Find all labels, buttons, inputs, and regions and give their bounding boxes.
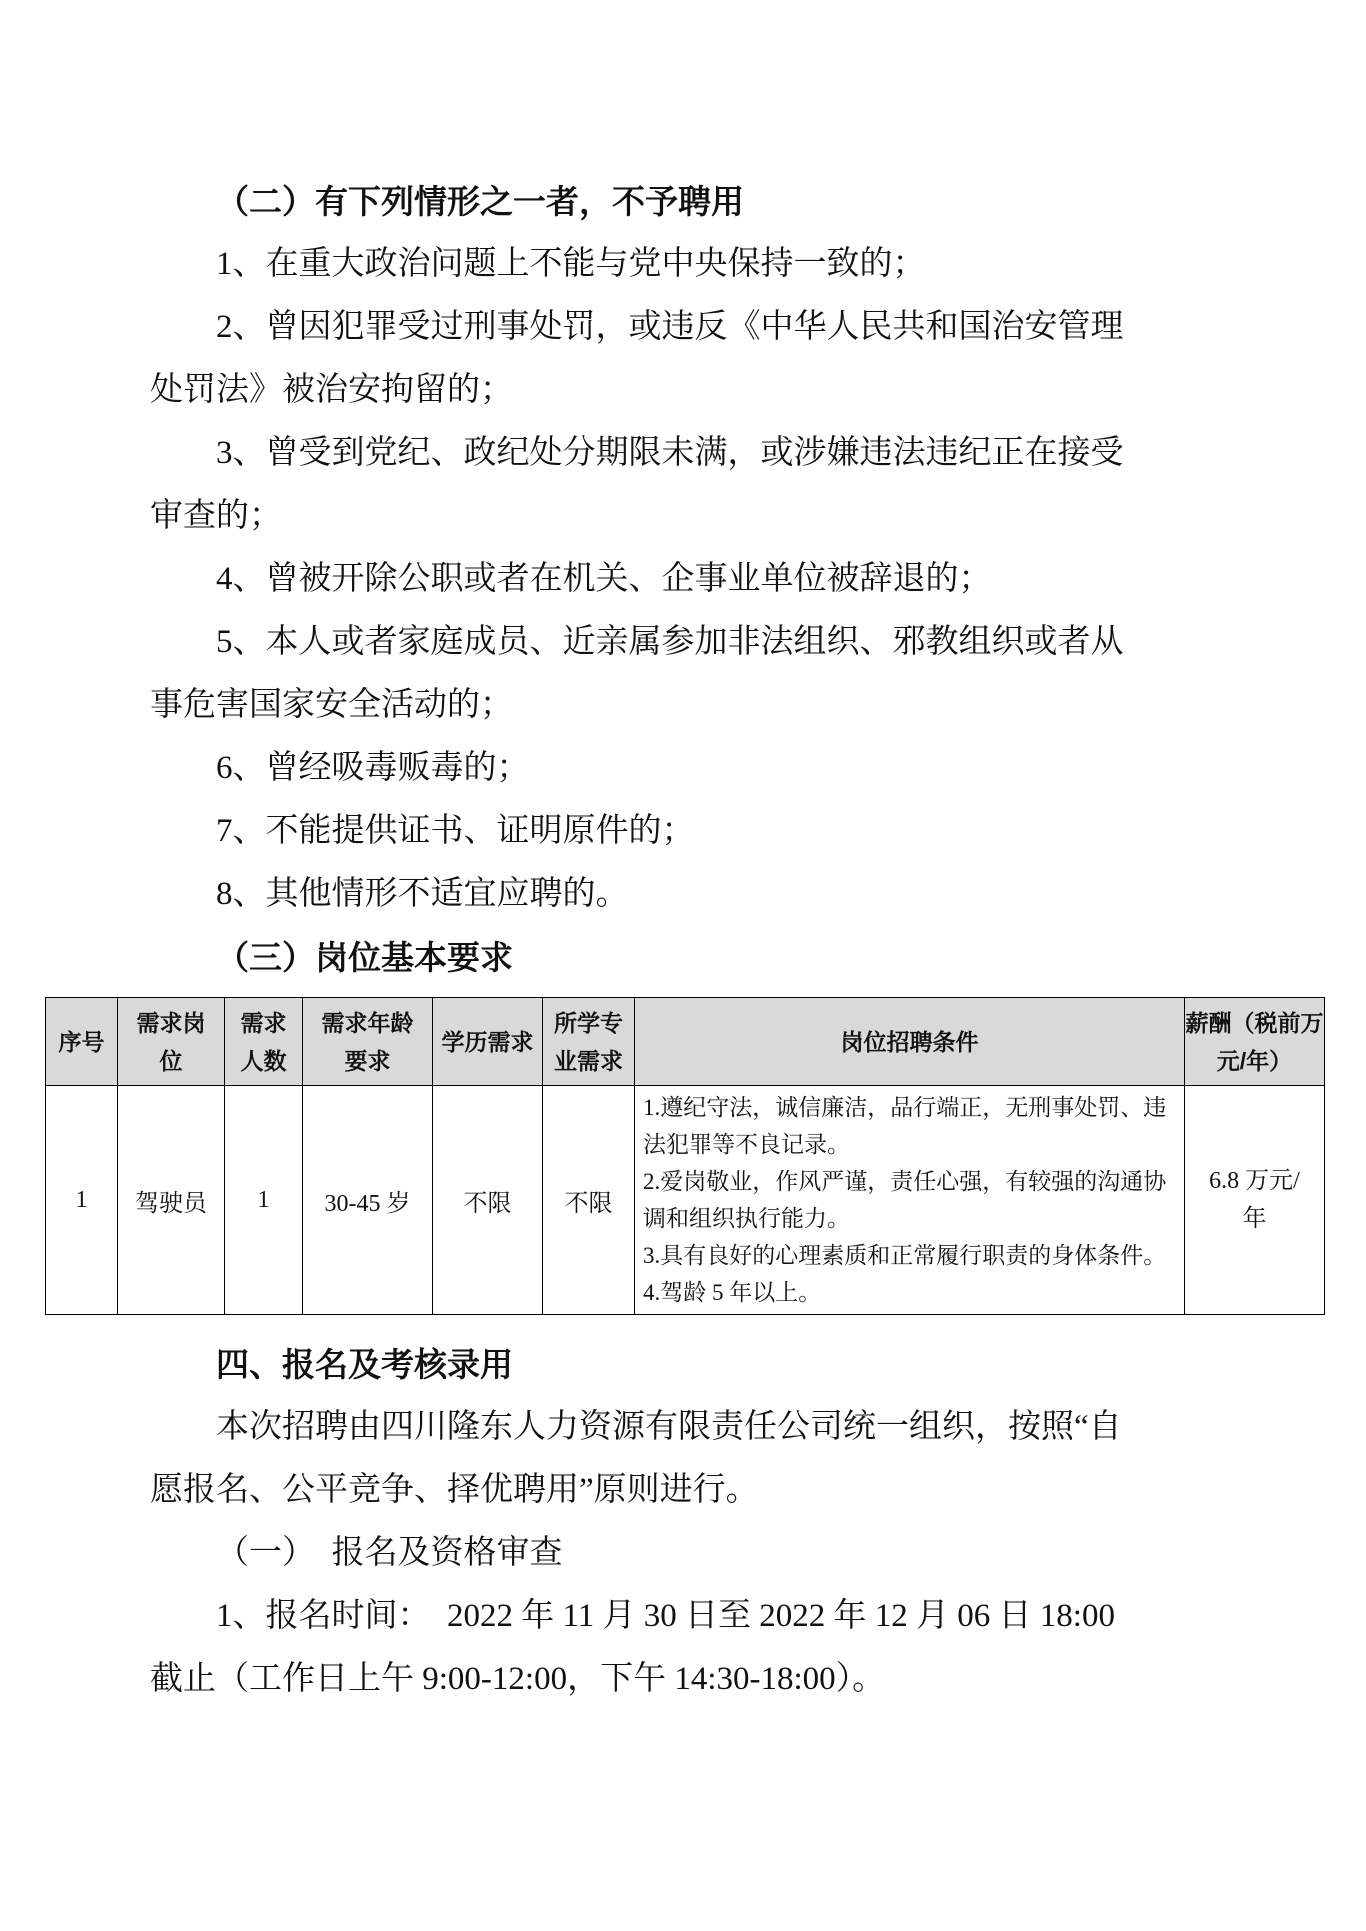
item-1: 1、在重大政治问题上不能与党中央保持一致的； [216,246,926,282]
condition-4: 4.驾龄 5 年以上。 [643,1280,822,1305]
col-header-major [543,998,635,1086]
col-header-headcount [225,998,303,1086]
salary-value: 6.8 万元/年 [1209,1168,1300,1232]
col-header-conditions-line: 岗位招聘条件 [840,1028,979,1055]
col-header-conditions [635,998,1185,1086]
col-header-salary-line-1: 薪酬（税前万 [1185,1009,1324,1036]
heading-subsection-1: （一） 报名及资格审查 [216,1535,563,1571]
cell-major: 不限 [543,1086,635,1315]
col-header-post-line-1: 需求岗 [136,1009,206,1036]
item-7: 7、不能提供证书、证明原件的； [216,813,695,849]
col-header-post-line-2: 位 [159,1047,183,1074]
col-header-major-line-1: 所学专 [554,1009,623,1036]
para-signup-time-line-1: 1、报名时间： 2022 年 11 月 30 日至 2022 年 12 月 06 日 18:00 [216,1598,1115,1634]
item-5-line-2: 事危害国家安全活动的； [150,687,513,723]
col-header-index [46,998,118,1086]
col-header-index-line: 序号 [58,1028,105,1055]
item-3-line-1: 3、曾受到党纪、政纪处分期限未满，或涉嫌违法违纪正在接受 [216,435,1124,471]
para-recruit-org-line-1: 本次招聘由四川隆东人力资源有限责任公司统一组织，按照“自 [216,1409,1122,1445]
col-header-education [433,998,543,1086]
col-header-salary [1185,998,1325,1086]
cell-education: 不限 [433,1086,543,1315]
cell-headcount: 1 [225,1086,303,1315]
col-header-headcount-line-2: 人数 [240,1047,287,1074]
condition-2: 2.爱岗敬业，作风严谨，责任心强，有较强的沟通协调和组织执行能力。 [643,1169,1167,1231]
cell-index: 1 [46,1086,118,1315]
item-4: 4、曾被开除公职或者在机关、企事业单位被辞退的； [216,561,992,597]
table-row [46,1086,1325,1315]
heading-section-4: 四、报名及考核录用 [216,1346,513,1383]
item-2-line-1: 2、曾因犯罪受过刑事处罚，或违反《中华人民共和国治安管理 [216,309,1124,345]
col-header-major-line-2: 业需求 [554,1047,623,1074]
item-2-line-2: 处罚法》被治安拘留的； [150,372,513,408]
cell-post: 驾驶员 [118,1086,225,1315]
para-recruit-org-line-2: 愿报名、公平竞争、择优聘用”原则进行。 [150,1472,759,1508]
col-header-age-line-2: 要求 [344,1047,391,1074]
item-5-line-1: 5、本人或者家庭成员、近亲属参加非法组织、邪教组织或者从 [216,624,1124,660]
para-signup-time-line-2: 截止（工作日上午 9:00-12:00，下午 14:30-18:00）。 [150,1661,886,1697]
col-header-education-line: 学历需求 [441,1028,534,1055]
heading-section-2: （二）有下列情形之一者，不予聘用 [216,183,744,220]
table-header-row [46,998,1325,1086]
heading-section-3: （三）岗位基本要求 [216,939,513,976]
cell-salary [1185,1086,1325,1315]
col-header-age [303,998,433,1086]
col-header-headcount-line-1: 需求 [240,1009,287,1036]
condition-1: 1.遵纪守法，诚信廉洁，品行端正，无刑事处罚、违法犯罪等不良记录。 [643,1095,1167,1157]
cell-age: 30-45 岁 [303,1086,433,1315]
condition-3: 3.具有良好的心理素质和正常履行职责的身体条件。 [643,1243,1167,1268]
col-header-age-line-1: 需求年龄 [321,1009,414,1036]
item-6: 6、曾经吸毒贩毒的； [216,750,530,786]
col-header-salary-line-2: 元/年） [1216,1047,1293,1074]
job-requirements-table [45,997,1325,1315]
item-3-line-2: 审查的； [150,498,282,534]
item-8: 8、其他情形不适宜应聘的。 [216,876,629,912]
cell-conditions [635,1086,1185,1315]
col-header-post [118,998,225,1086]
